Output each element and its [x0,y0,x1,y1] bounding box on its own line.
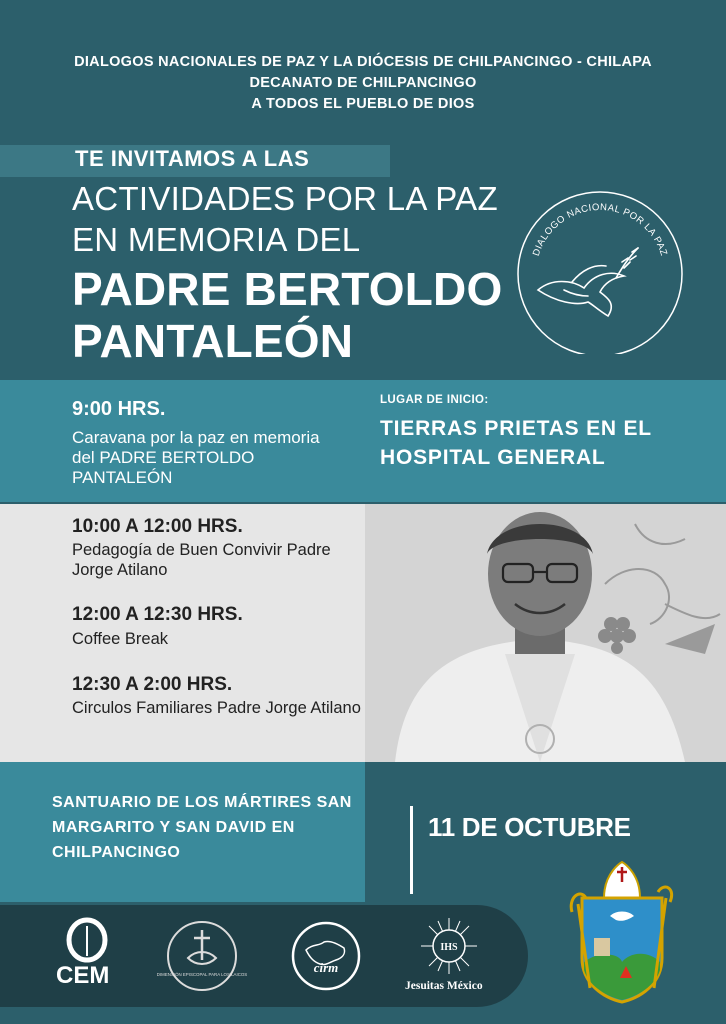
invite-text: TE INVITAMOS A LAS [75,146,310,171]
title-line-2: EN MEMORIA DEL [72,221,361,258]
header-line-2: DECANATO DE CHILPANCINGO [249,75,477,91]
schedule-time: 12:00 A 12:30 HRS. [72,604,243,625]
schedule-panel [0,504,365,762]
schedule-description: Pedagogía de Buen Convivir Padre Jorge Atilano [72,541,331,579]
place-value: TIERRAS PRIETAS EN EL HOSPITAL GENERAL [380,417,652,469]
cem-label: CEM [56,962,110,989]
jesuitas-logo [414,916,484,976]
diocese-crest [560,858,684,1004]
logo-arc-text: DIALOGO NACIONAL POR LA PAZ [530,201,670,258]
title-name-1: PADRE BERTOLDO [72,263,503,315]
schedule-description: Coffee Break [72,630,169,648]
first-event-time: 9:00 HRS. [72,398,166,420]
schedule-description: Circulos Familiares Padre Jorge Atilano [72,699,361,717]
header-line-3: A TODOS EL PUEBLO DE DIOS [251,96,475,112]
dove-icon [538,248,638,316]
venue-text: SANTUARIO DE LOS MÁRTIRES SAN MARGARITO Y SAN DAVID EN CHILPANCINGO [52,794,352,861]
schedule-time: 10:00 A 12:00 HRS. [72,516,243,537]
priest-photo [365,504,726,762]
jesuitas-label: Jesuitas México [405,980,483,992]
cep-caption: DIMENSIÓN EPISCOPAL PARA LOS LAICOS [156,972,248,977]
cep-laicos-logo [156,920,248,992]
title-name-2: PANTALEÓN [72,315,354,367]
schedule-time: 12:30 A 2:00 HRS. [72,674,233,695]
title-line-1: ACTIVIDADES POR LA PAZ [72,180,498,217]
cirm-logo [290,920,362,992]
header-line-1: DIALOGOS NACIONALES DE PAZ Y LA DIÓCESIS DE CHILPANCINGO - CHILAPA [74,54,652,70]
place-label: LUGAR DE INICIO: [380,394,489,406]
header [0,52,726,115]
event-date: 11 DE OCTUBRE [428,812,631,842]
ihs-monogram: IHS [440,942,458,953]
first-event-description: Caravana por la paz en memoria del PADRE BERTOLDO PANTALEÓN [72,428,320,487]
dialogo-nacional-logo [512,178,688,354]
svg-text:DIALOGO NACIONAL POR LA PAZ [531,202,669,258]
date-divider [410,806,413,894]
cirm-caption: cirm [313,960,339,975]
